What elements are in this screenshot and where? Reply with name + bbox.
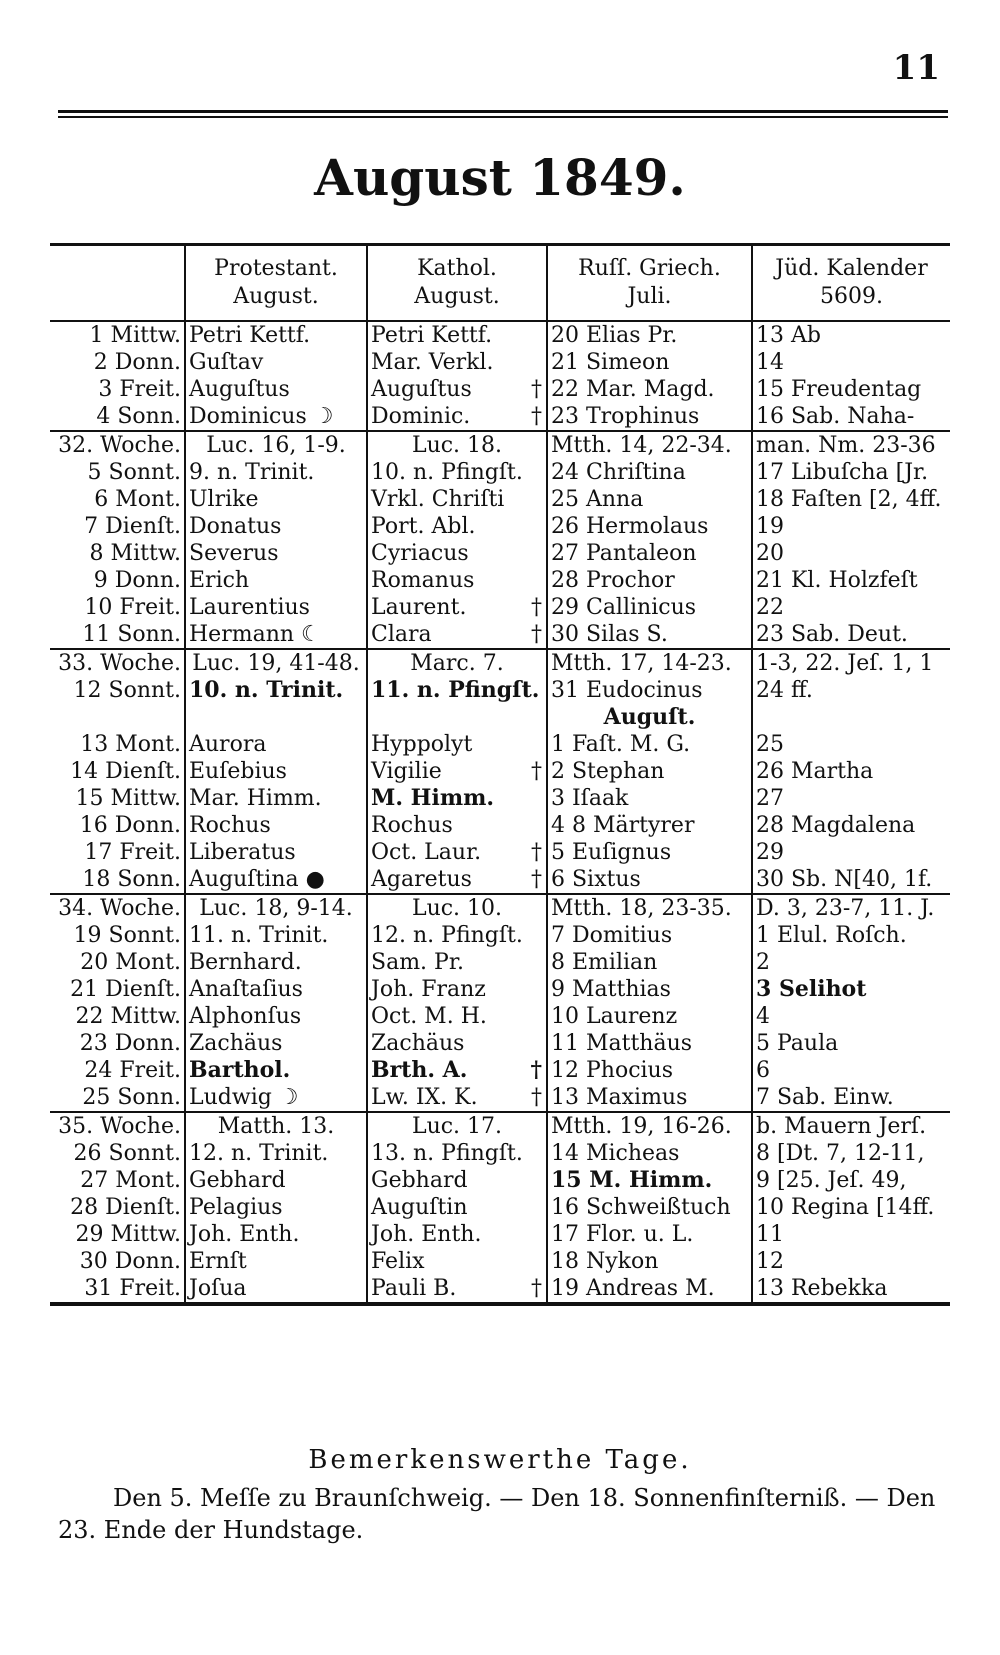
russisch-cell: 9 Matthias [547,976,752,1003]
russisch-cell: 12 Phocius [547,1057,752,1084]
katholisch-cell: Vigilie † [367,758,547,785]
day-cell: 5 Sonnt. [87,460,181,485]
juedisch-cell: 1 Elul. Roſch. [752,922,950,949]
day-cell: 20 Mont. [80,950,181,975]
russisch-cell: Mtth. 19, 16-26. [547,1112,752,1140]
day-row [50,1003,950,1030]
day-cell: 16 Donn. [79,813,181,838]
day-row [50,758,950,785]
day-cell: 33. Woche. [58,651,181,676]
katholisch-cell: Gebhard [367,1167,547,1194]
russisch-cell: 13 Maximus [547,1084,752,1112]
juedisch-cell: 8 [Dt. 7, 12-11, [752,1140,950,1167]
russisch-cell: 29 Callinicus [547,594,752,621]
day-row [50,922,950,949]
russisch-cell: 30 Silas S. [547,621,752,649]
header-protestant [185,245,367,322]
day-cell: 2 Donn. [93,350,181,375]
katholisch-cell: Vrkl. Chriſti [367,486,547,513]
katholisch-cell: Mar. Verkl. [367,349,547,376]
juedisch-cell: D. 3, 23-7, 11. J. [752,894,950,922]
day-cell: 7 Dienſt. [84,514,181,539]
day-cell: 10 Freit. [84,595,181,620]
day-row [50,513,950,540]
katholisch-cell: Dominic. † [367,403,547,431]
protestant-cell [185,704,367,731]
protestant-cell: Joh. Enth. [185,1221,367,1248]
katholisch-cell: Oct. Laur. † [367,839,547,866]
russisch-cell: 22 Mar. Magd. [547,376,752,403]
protestant-cell: Anaſtaſius [185,976,367,1003]
russisch-cell: 3 Iſaak [547,785,752,812]
day-row [50,866,950,894]
katholisch-cell: Joh. Enth. [367,1221,547,1248]
russisch-cell: 6 Sixtus [547,866,752,894]
day-row [50,949,950,976]
katholisch-cell: 12. n. Pfingſt. [367,922,547,949]
protestant-cell: Ernſt [185,1248,367,1275]
cross-icon: † [530,1057,542,1083]
juedisch-cell: 24 ff. [752,677,950,704]
cross-icon: † [531,1276,542,1301]
header-line: Ruſſ. Griech. [578,256,721,281]
russisch-cell: 10 Laurenz [547,1003,752,1030]
katholisch-cell: Laurent. † [367,594,547,621]
russisch-cell: 20 Elias Pr. [547,321,752,349]
katholisch-cell: 10. n. Pfingſt. [367,459,547,486]
katholisch-cell: Felix [367,1248,547,1275]
day-row [50,459,950,486]
calendar-header-row [50,245,950,322]
russisch-cell: 1 Faſt. M. G. [547,731,752,758]
juedisch-cell: 22 [752,594,950,621]
juedisch-cell: 18 Faſten [2, 4ff. [752,486,950,513]
protestant-cell: Ulrike [185,486,367,513]
protestant-cell: 12. n. Trinit. [185,1140,367,1167]
katholisch-cell: Sam. Pr. [367,949,547,976]
protestant-cell: Severus [185,540,367,567]
day-row [50,1167,950,1194]
day-row [50,785,950,812]
header-katholisch [367,245,547,322]
cross-icon: † [531,622,542,647]
katholisch-cell: Zachäus [367,1030,547,1057]
katholisch-cell: Auguſtin [367,1194,547,1221]
russisch-cell: 26 Hermolaus [547,513,752,540]
header-line: Jüd. Kalender [775,256,928,281]
russisch-cell: Mtth. 14, 22-34. [547,431,752,459]
juedisch-cell: 5 Paula [752,1030,950,1057]
protestant-cell: Auguſtus [185,376,367,403]
day-row [50,540,950,567]
protestant-cell: Hermann ☾ [185,621,367,649]
protestant-cell: Dominicus ☽ [185,403,367,431]
protestant-cell: Guſtav [185,349,367,376]
header-juedisch [752,245,950,322]
day-row [50,1084,950,1112]
top-rule [58,110,948,118]
week-row [50,649,950,677]
week-row [50,894,950,922]
day-row [50,1140,950,1167]
russisch-cell: 23 Trophinus [547,403,752,431]
protestant-cell: Ludwig ☽ [185,1084,367,1112]
calendar-table [50,243,950,1306]
juedisch-cell: 23 Sab. Deut. [752,621,950,649]
katholisch-cell: 13. n. Pfingſt. [367,1140,547,1167]
day-cell: 15 Mittw. [75,786,181,811]
protestant-cell: Bernhard. [185,949,367,976]
juedisch-cell: 11 [752,1221,950,1248]
juedisch-cell: 12 [752,1248,950,1275]
day-row [50,677,950,704]
katholisch-cell: Brth. A. † [367,1057,547,1084]
katholisch-cell: Pauli B. † [367,1275,547,1304]
day-row [50,403,950,431]
russisch-cell: 14 Micheas [547,1140,752,1167]
juedisch-cell: 6 [752,1057,950,1084]
day-cell: 22 Mittw. [75,1004,181,1029]
day-cell: 25 Sonn. [82,1085,181,1110]
juedisch-cell: 28 Magdalena [752,812,950,839]
day-row [50,621,950,649]
day-cell: 13 Mont. [80,732,181,757]
day-cell: 31 Freit. [84,1276,181,1301]
cross-icon: † [531,404,542,429]
protestant-cell: Euſebius [185,758,367,785]
day-cell: 24 Freit. [84,1058,181,1083]
juedisch-cell: 29 [752,839,950,866]
day-row [50,321,950,349]
juedisch-cell: 30 Sb. N[40, 1f. [752,866,950,894]
katholisch-cell: Clara † [367,621,547,649]
juedisch-cell: 14 [752,349,950,376]
russisch-cell: 2 Stephan [547,758,752,785]
katholisch-cell: Romanus [367,567,547,594]
day-row [50,567,950,594]
day-row [50,731,950,758]
day-row [50,594,950,621]
protestant-cell: Matth. 13. [185,1112,367,1140]
juedisch-cell: 17 Libuſcha [Jr. [752,459,950,486]
header-line: August. [233,284,319,309]
juedisch-cell: 26 Martha [752,758,950,785]
russisch-cell: 4 8 Märtyrer [547,812,752,839]
juedisch-cell: b. Mauern Jerſ. [752,1112,950,1140]
cross-icon: † [531,759,542,784]
russisch-cell: 19 Andreas M. [547,1275,752,1304]
cross-icon: † [531,840,542,865]
katholisch-cell: Joh. Franz [367,976,547,1003]
protestant-cell: Auguſtina ● [185,866,367,894]
katholisch-cell: Agaretus † [367,866,547,894]
juedisch-cell: 4 [752,1003,950,1030]
day-cell: 30 Donn. [79,1249,181,1274]
russisch-cell: Mtth. 18, 23-35. [547,894,752,922]
juedisch-cell: 3 Selihot [752,976,950,1003]
protestant-cell: Petri Kettf. [185,321,367,349]
header-line: August. [414,284,500,309]
protestant-cell: Zachäus [185,1030,367,1057]
russisch-cell: 27 Pantaleon [547,540,752,567]
protestant-cell: Mar. Himm. [185,785,367,812]
day-row [50,1248,950,1275]
protestant-cell: Luc. 18, 9-14. [185,894,367,922]
protestant-cell: Rochus [185,812,367,839]
juedisch-cell: 19 [752,513,950,540]
russisch-cell: 25 Anna [547,486,752,513]
day-cell: 3 Freit. [98,377,181,402]
day-row [50,1275,950,1304]
protestant-cell: 9. n. Trinit. [185,459,367,486]
day-cell: 35. Woche. [58,1114,181,1139]
day-row [50,839,950,866]
juedisch-cell: 13 Rebekka [752,1275,950,1304]
russisch-cell: Auguſt. [547,704,752,731]
russisch-cell: 28 Prochor [547,567,752,594]
protestant-cell: Luc. 16, 1-9. [185,431,367,459]
protestant-cell: Liberatus [185,839,367,866]
katholisch-cell: Hyppolyt [367,731,547,758]
cross-icon: † [531,595,542,620]
day-cell: 23 Donn. [79,1031,181,1056]
day-row [50,376,950,403]
week-row [50,1112,950,1140]
juedisch-cell: man. Nm. 23-36 [752,431,950,459]
day-cell: 18 Sonn. [82,867,181,892]
juedisch-cell: 13 Ab [752,321,950,349]
russisch-cell: 15 M. Himm. [547,1167,752,1194]
juedisch-cell: 20 [752,540,950,567]
day-cell: 32. Woche. [58,433,181,458]
page-title: August 1849. [314,148,686,207]
protestant-cell: Joſua [185,1275,367,1304]
header-line: Protestant. [214,256,338,281]
day-cell: 17 Freit. [84,840,181,865]
day-cell: 21 Dienſt. [70,977,181,1002]
katholisch-cell: Cyriacus [367,540,547,567]
day-row [50,349,950,376]
day-cell [50,704,185,731]
month-subheading-row [50,704,950,731]
protestant-cell: Pelagius [185,1194,367,1221]
russisch-cell: 31 Eudocinus [547,677,752,704]
day-row [50,976,950,1003]
katholisch-cell: Auguſtus † [367,376,547,403]
footer-title: Bemerkenswerthe Tage. [308,1445,692,1475]
katholisch-cell: Petri Kettf. [367,321,547,349]
day-row [50,812,950,839]
day-cell: 29 Mittw. [75,1222,181,1247]
day-cell: 19 Sonnt. [73,923,181,948]
protestant-cell: 11. n. Trinit. [185,922,367,949]
day-row [50,1194,950,1221]
russisch-cell: 8 Emilian [547,949,752,976]
russisch-cell: 5 Euſignus [547,839,752,866]
day-row [50,486,950,513]
day-cell: 4 Sonn. [96,404,181,429]
russisch-cell: 11 Matthäus [547,1030,752,1057]
juedisch-cell: 21 Kl. Holzfeſt [752,567,950,594]
day-cell: 9 Donn. [93,568,181,593]
russisch-cell: 21 Simeon [547,349,752,376]
day-cell: 8 Mittw. [89,541,181,566]
katholisch-cell: Oct. M. H. [367,1003,547,1030]
juedisch-cell: 16 Sab. Naha- [752,403,950,431]
juedisch-cell: 15 Freudentag [752,376,950,403]
protestant-cell: Alphonſus [185,1003,367,1030]
katholisch-cell: Marc. 7. [367,649,547,677]
protestant-cell: 10. n. Trinit. [185,677,367,704]
header-line: 5609. [820,284,883,309]
katholisch-cell: Luc. 18. [367,431,547,459]
katholisch-cell: M. Himm. [367,785,547,812]
protestant-cell: Gebhard [185,1167,367,1194]
day-row [50,1030,950,1057]
protestant-cell: Luc. 19, 41-48. [185,649,367,677]
protestant-cell: Aurora [185,731,367,758]
protestant-cell: Laurentius [185,594,367,621]
juedisch-cell: 27 [752,785,950,812]
russisch-cell: Mtth. 17, 14-23. [547,649,752,677]
katholisch-cell: Luc. 10. [367,894,547,922]
day-cell: 28 Dienſt. [70,1195,181,1220]
day-cell: 26 Sonnt. [73,1141,181,1166]
juedisch-cell [752,704,950,731]
day-cell: 12 Sonnt. [73,678,181,703]
russisch-cell: 24 Chriſtina [547,459,752,486]
katholisch-cell: Lw. IX. K. † [367,1084,547,1112]
day-cell: 27 Mont. [80,1168,181,1193]
header-day [50,245,185,322]
russisch-cell: 7 Domitius [547,922,752,949]
day-row [50,1057,950,1084]
protestant-cell: Erich [185,567,367,594]
header-line: Kathol. [417,256,497,281]
katholisch-cell: Luc. 17. [367,1112,547,1140]
katholisch-cell: 11. n. Pfingſt. [367,677,547,704]
day-cell: 11 Sonn. [82,622,181,647]
day-cell: 6 Mont. [94,487,181,512]
katholisch-cell: Port. Abl. [367,513,547,540]
juedisch-cell: 25 [752,731,950,758]
header-line: Juli. [627,284,672,309]
protestant-cell: Barthol. [185,1057,367,1084]
cross-icon: † [531,377,542,402]
juedisch-cell: 10 Regina [14ff. [752,1194,950,1221]
week-row [50,431,950,459]
juedisch-cell: 2 [752,949,950,976]
russisch-cell: 17 Flor. u. L. [547,1221,752,1248]
header-russisch-griechisch [547,245,752,322]
katholisch-cell: Rochus [367,812,547,839]
russisch-cell: 18 Nykon [547,1248,752,1275]
juedisch-cell: 1-3, 22. Jeſ. 1, 1 [752,649,950,677]
day-cell: 1 Mittw. [89,323,181,348]
day-cell: 14 Dienſt. [70,759,181,784]
calendar-body [50,321,950,1304]
day-row [50,1221,950,1248]
juedisch-cell: 9 [25. Jeſ. 49, [752,1167,950,1194]
russisch-cell: 16 Schweißtuch [547,1194,752,1221]
cross-icon: † [531,867,542,892]
day-cell: 34. Woche. [58,896,181,921]
protestant-cell: Donatus [185,513,367,540]
cross-icon: † [531,1085,542,1110]
katholisch-cell [367,704,547,731]
juedisch-cell: 7 Sab. Einw. [752,1084,950,1112]
page-number: 11 [892,48,940,88]
footer-text: Den 5. Meſſe zu Braunſchweig. — Den 18. Sonnenfinſterniß. — Den 23. Ende der Hundstage. [58,1484,936,1544]
